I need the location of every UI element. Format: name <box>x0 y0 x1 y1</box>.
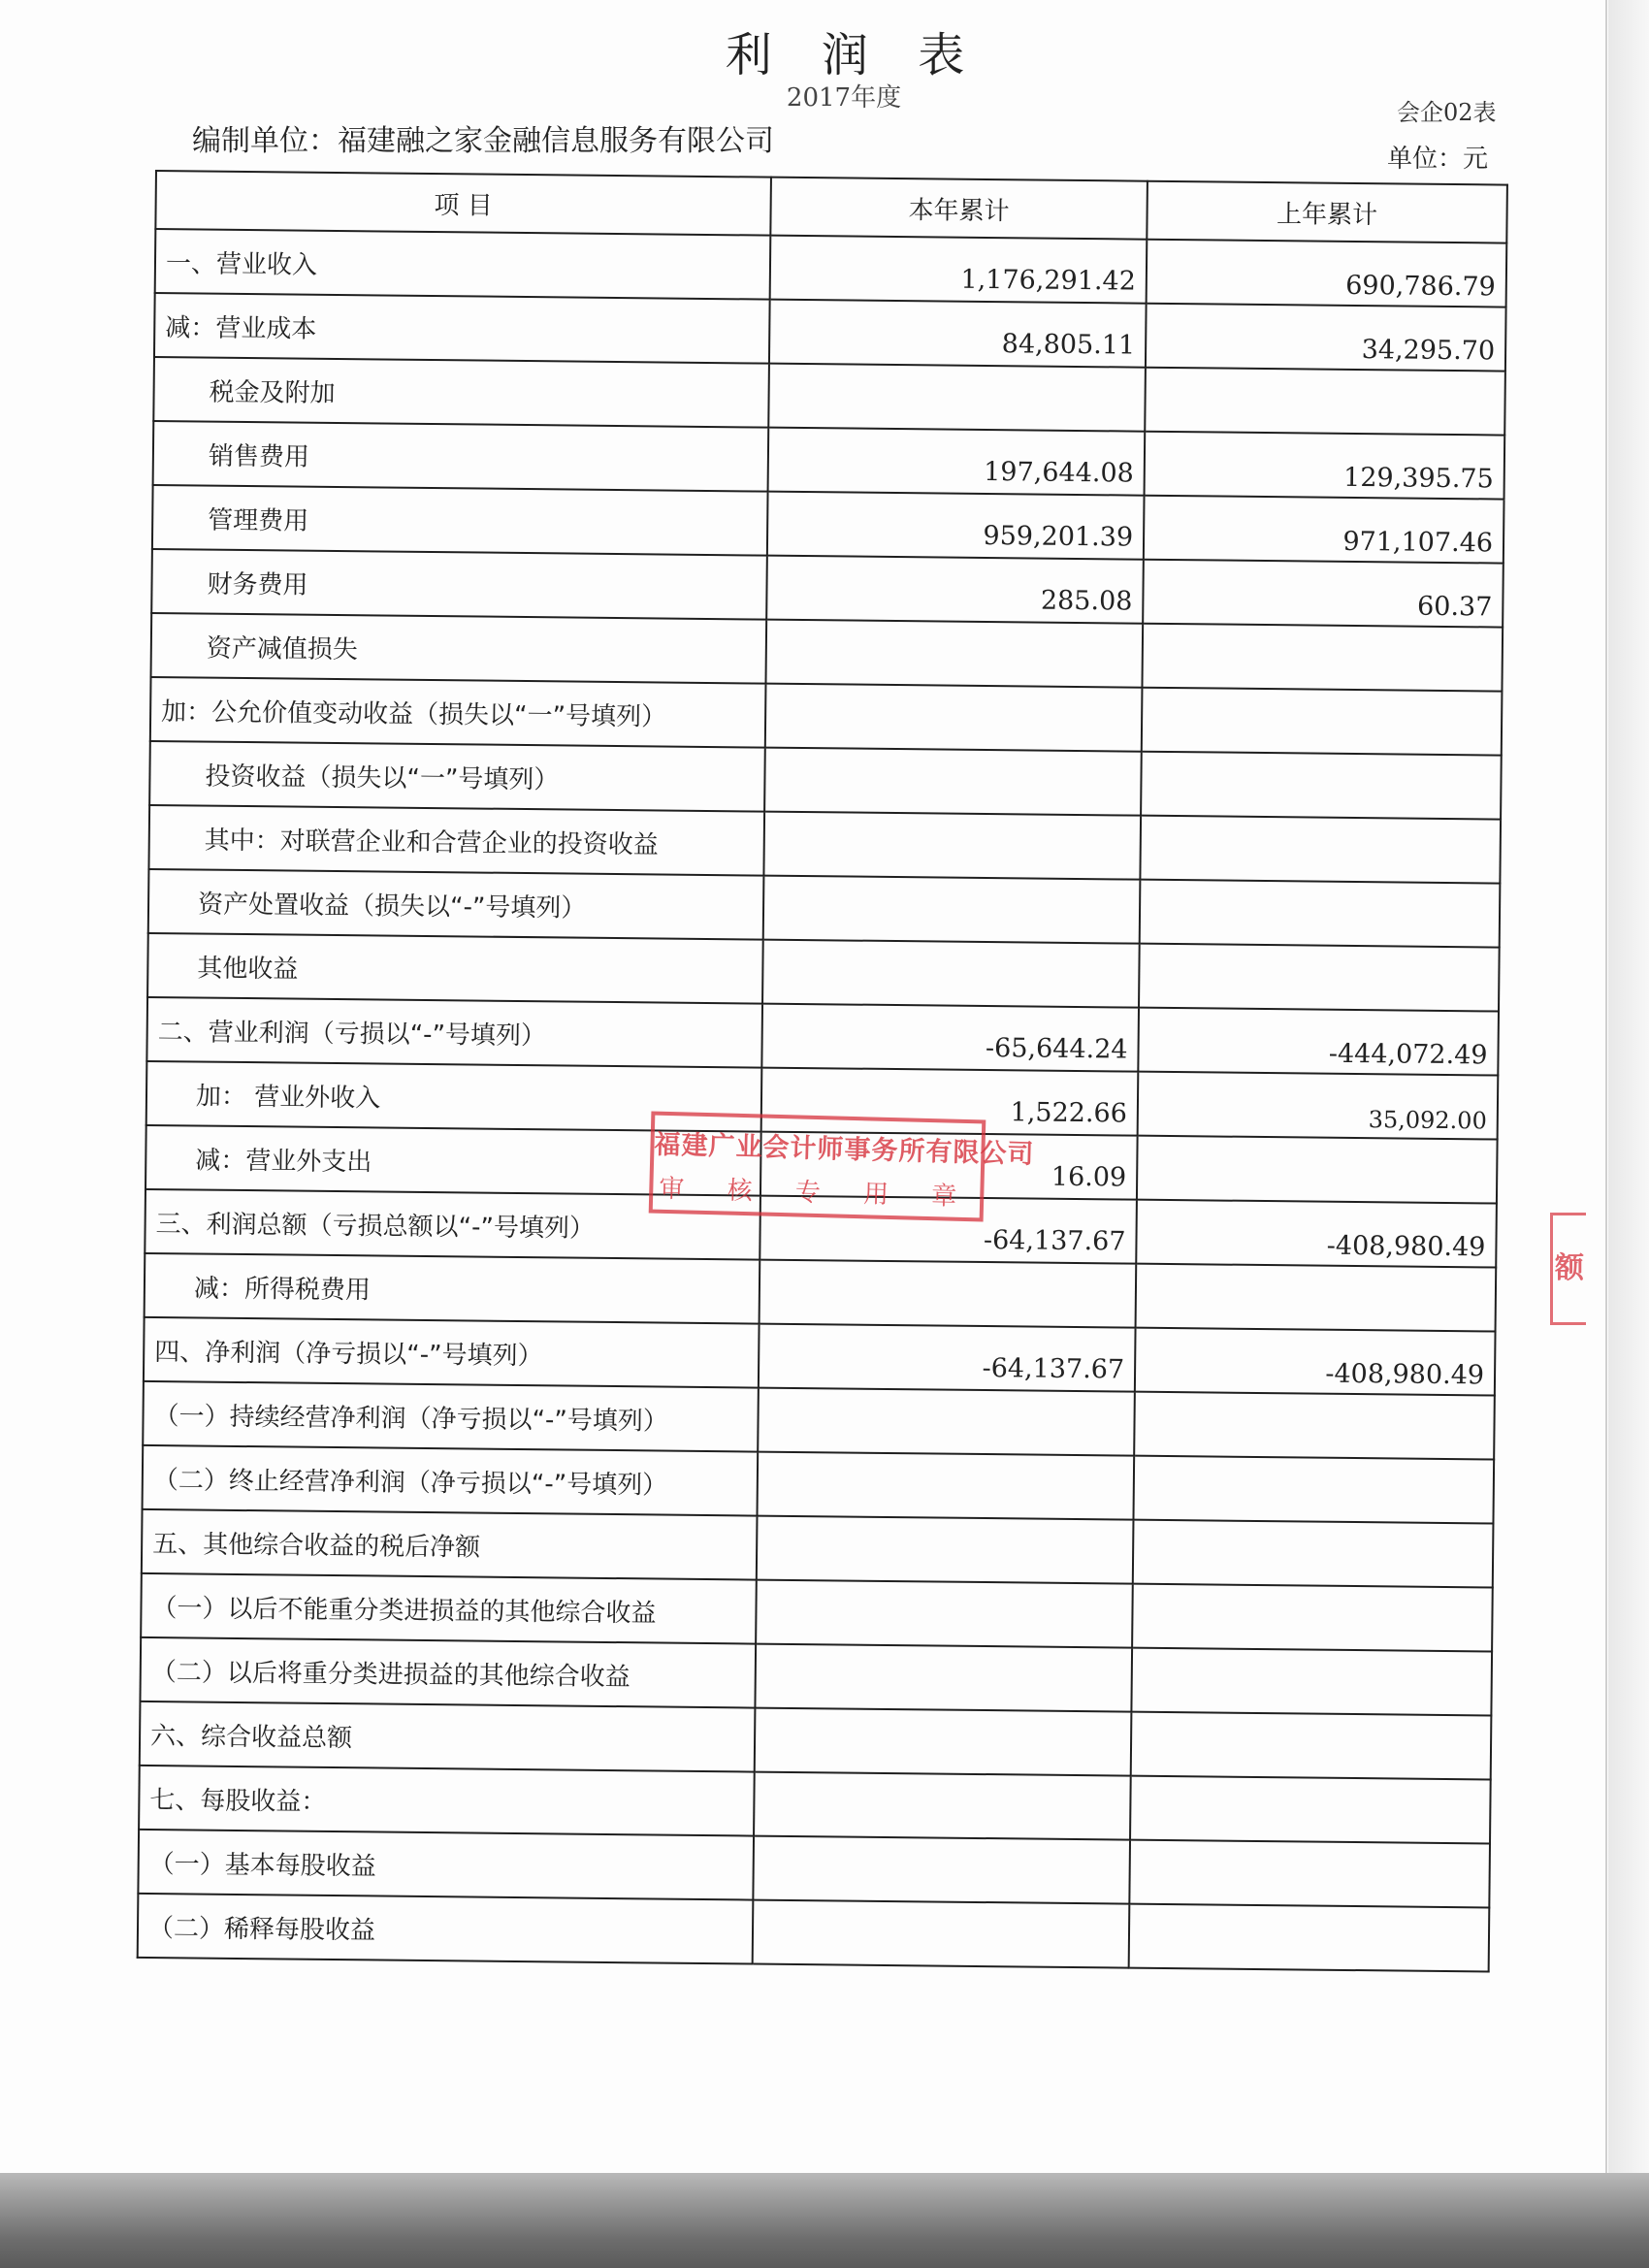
prior-year-value: 129,395.75 <box>1145 432 1505 500</box>
income-statement-table <box>137 170 1508 1973</box>
item-label: 减：营业外支出 <box>146 1125 761 1196</box>
item-label: 减：营业成本 <box>154 293 770 364</box>
column-header-prior-year: 上年累计 <box>1147 181 1507 243</box>
item-label: 销售费用 <box>153 421 769 492</box>
current-year-value: 1,522.66 <box>761 1068 1139 1136</box>
current-year-value: 16.09 <box>760 1132 1138 1200</box>
current-year-value <box>758 1388 1135 1456</box>
current-year-value: 959,201.39 <box>767 492 1145 560</box>
current-year-value <box>757 1516 1134 1584</box>
item-label: 税金及附加 <box>153 357 769 428</box>
prior-year-value <box>1141 752 1502 820</box>
seal-firm-name: 福建广业会计师事务所有限公司 <box>654 1129 1035 1170</box>
prior-year-value <box>1139 944 1500 1012</box>
current-year-value <box>763 876 1141 944</box>
item-label: （二）终止经营净利润（净亏损以“-”号填列） <box>143 1445 759 1516</box>
current-year-value <box>753 1836 1130 1904</box>
item-label: （一）以后不能重分类进损益的其他综合收益 <box>141 1573 757 1644</box>
current-year-value <box>756 1580 1133 1648</box>
item-label: （二）稀释每股收益 <box>138 1894 754 1964</box>
current-year-value <box>758 1452 1135 1520</box>
current-year-value: 84,805.11 <box>769 300 1147 368</box>
current-year-value <box>754 1772 1131 1840</box>
prior-year-value <box>1133 1456 1494 1524</box>
item-label: （二）以后将重分类进损益的其他综合收益 <box>140 1637 756 1708</box>
prior-year-value <box>1129 1840 1490 1908</box>
item-label: 其中：对联营企业和合营企业的投资收益 <box>148 805 764 876</box>
current-year-value <box>762 940 1140 1008</box>
prior-year-value <box>1129 1904 1490 1972</box>
current-year-value: -64,137.67 <box>759 1324 1136 1392</box>
item-label: 一、营业收入 <box>155 229 771 300</box>
prior-year-value <box>1145 368 1505 436</box>
current-year-value: 197,644.08 <box>768 428 1146 496</box>
prior-year-value <box>1132 1584 1493 1652</box>
edge-seal-fragment: 额 <box>1550 1213 1586 1325</box>
item-label: 四、净利润（净亏损以“-”号填列） <box>144 1317 760 1388</box>
current-year-value: 285.08 <box>766 556 1144 624</box>
prior-year-value <box>1134 1392 1495 1460</box>
prior-year-value <box>1142 624 1503 692</box>
currency-unit: 单位：元 <box>1387 145 1489 174</box>
current-year-value <box>768 364 1146 432</box>
column-header-current-year: 本年累计 <box>770 178 1148 240</box>
prior-year-value: -444,072.49 <box>1138 1008 1499 1076</box>
item-label: 三、利润总额（亏损总额以“-”号填列） <box>145 1189 760 1260</box>
prior-year-value: -408,980.49 <box>1136 1200 1497 1268</box>
item-label: 二、营业利润（亏损以“-”号填列） <box>146 997 762 1068</box>
current-year-value <box>755 1708 1132 1776</box>
form-code: 会企02表 <box>1397 99 1497 126</box>
item-label: 加：公允价值变动收益（损失以“一”号填列） <box>150 677 766 748</box>
item-label: 六、综合收益总额 <box>140 1701 756 1772</box>
prior-year-value <box>1140 880 1501 948</box>
current-year-value <box>764 748 1142 816</box>
column-header-item: 项 目 <box>155 171 771 236</box>
prior-year-value: 690,786.79 <box>1147 240 1507 308</box>
item-label: 资产处置收益（损失以“-”号填列） <box>148 869 764 940</box>
prior-year-value: 34,295.70 <box>1146 304 1506 372</box>
prior-year-value <box>1142 688 1503 756</box>
prior-year-value <box>1130 1776 1491 1844</box>
current-year-value <box>755 1644 1132 1712</box>
report-table <box>137 170 1508 1973</box>
prior-year-value <box>1133 1520 1494 1588</box>
item-label: 五、其他综合收益的税后净额 <box>142 1509 758 1580</box>
current-year-value <box>765 684 1143 752</box>
item-label: 其他收益 <box>147 933 763 1004</box>
report-period: 2017年度 <box>786 83 902 113</box>
current-year-value <box>765 620 1143 688</box>
table-row <box>138 1894 1490 1972</box>
audit-seal-stamp <box>649 1112 1035 1222</box>
prior-year-value: 971,107.46 <box>1144 496 1504 564</box>
prior-year-value: 35,092.00 <box>1138 1072 1499 1140</box>
page-edge <box>1608 0 1649 2192</box>
prior-year-value <box>1136 1264 1497 1332</box>
prior-year-value: -408,980.49 <box>1135 1328 1496 1396</box>
seal-purpose: 审 核 专 用 章 <box>658 1174 975 1213</box>
current-year-value <box>760 1260 1137 1328</box>
item-label: （一）持续经营净利润（净亏损以“-”号填列） <box>143 1381 759 1452</box>
scan-shadow <box>0 2173 1649 2268</box>
current-year-value: -65,644.24 <box>761 1004 1139 1072</box>
item-label: 投资收益（损失以“一”号填列） <box>149 741 765 812</box>
item-label: 管理费用 <box>152 485 768 556</box>
current-year-value: 1,176,291.42 <box>770 236 1148 304</box>
item-label: 财务费用 <box>151 549 767 620</box>
current-year-value: -64,137.67 <box>760 1196 1137 1264</box>
current-year-value <box>763 812 1141 880</box>
prior-year-value <box>1131 1712 1492 1780</box>
prior-year-value: 60.37 <box>1143 560 1504 628</box>
item-label: 七、每股收益： <box>139 1766 755 1836</box>
current-year-value <box>753 1900 1130 1968</box>
prior-year-value <box>1140 816 1501 884</box>
item-label: 资产减值损失 <box>151 613 767 684</box>
item-label: 加： 营业外收入 <box>146 1061 762 1132</box>
document-title: 利 润 表 <box>725 28 983 82</box>
prior-year-value <box>1137 1136 1498 1204</box>
item-label: 减：所得税费用 <box>145 1253 760 1324</box>
prior-year-value <box>1131 1648 1492 1716</box>
item-label: （一）基本每股收益 <box>138 1830 754 1900</box>
preparing-entity: 编制单位：福建融之家金融信息服务有限公司 <box>192 124 774 158</box>
